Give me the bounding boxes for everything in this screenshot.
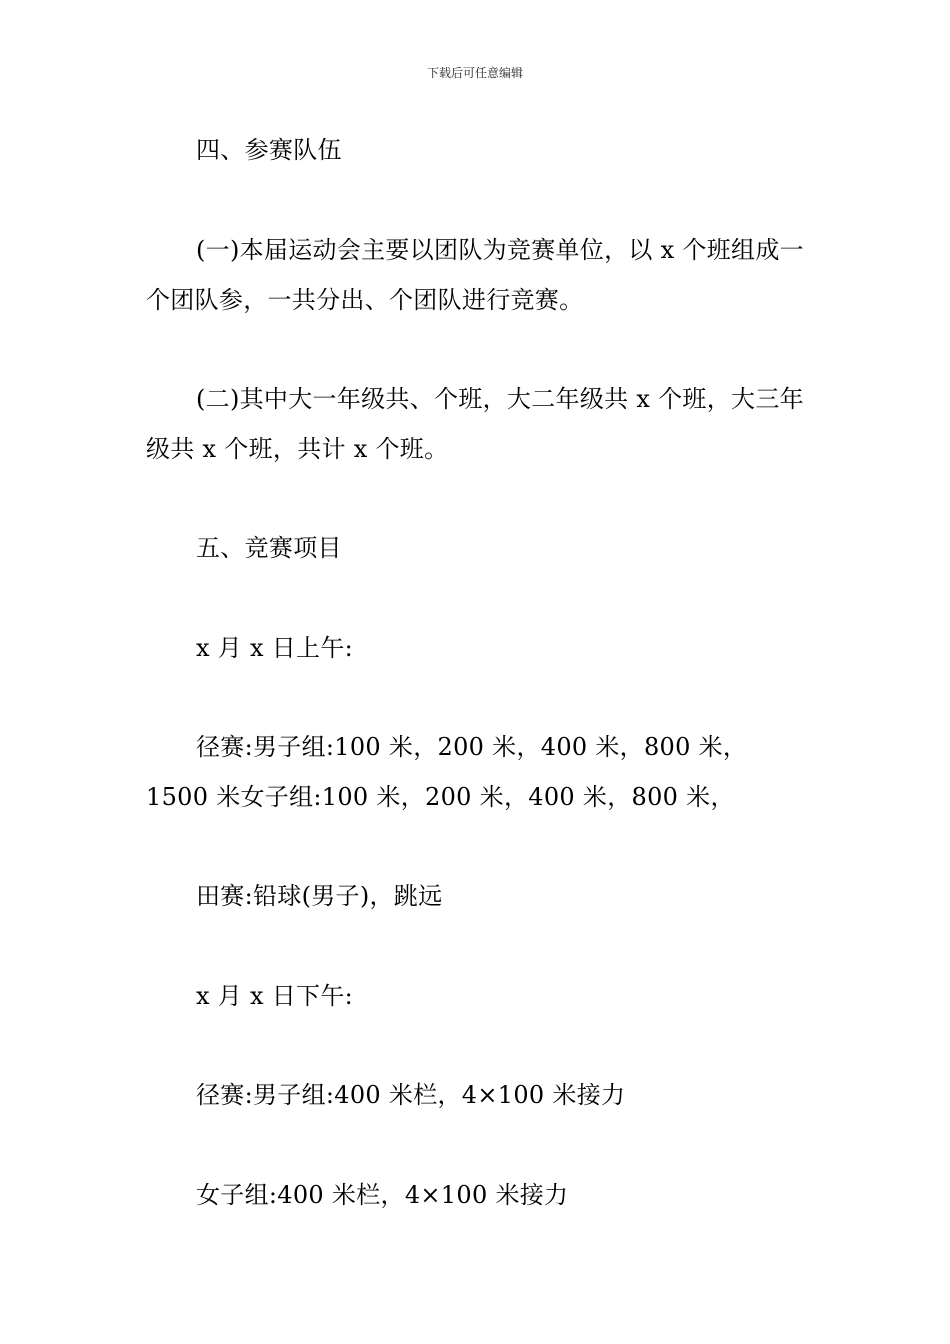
paragraph-afternoon-men-events: 径赛:男子组:400 米栏，4×100 米接力 bbox=[196, 1081, 626, 1109]
page-header: 下载后可任意编辑 bbox=[426, 66, 523, 80]
paragraph-class-counts: (二)其中大一年级共、个班，大二年级共 x 个班，大三年级共 x 个班，共计 x 个班。 bbox=[146, 385, 804, 463]
section-heading-teams: 四、参赛队伍 bbox=[196, 136, 342, 164]
schedule-afternoon-heading: x 月 x 日下午: bbox=[196, 982, 354, 1010]
paragraph-afternoon-women-events: 女子组:400 米栏，4×100 米接力 bbox=[196, 1181, 569, 1209]
schedule-morning-heading: x 月 x 日上午: bbox=[196, 634, 354, 662]
paragraph-morning-field-events: 田赛:铅球(男子)，跳远 bbox=[196, 882, 443, 910]
paragraph-team-units: (一)本届运动会主要以团队为竞赛单位，以 x 个班组成一个团队参，一共分出、个团队进行竞赛。 bbox=[146, 236, 804, 314]
paragraph-morning-track-events: 径赛:男子组:100 米，200 米，400 米，800 米，1500 米女子组:100 米，200 米，400 米，800 米， bbox=[146, 733, 748, 811]
section-heading-events: 五、竞赛项目 bbox=[196, 534, 342, 562]
